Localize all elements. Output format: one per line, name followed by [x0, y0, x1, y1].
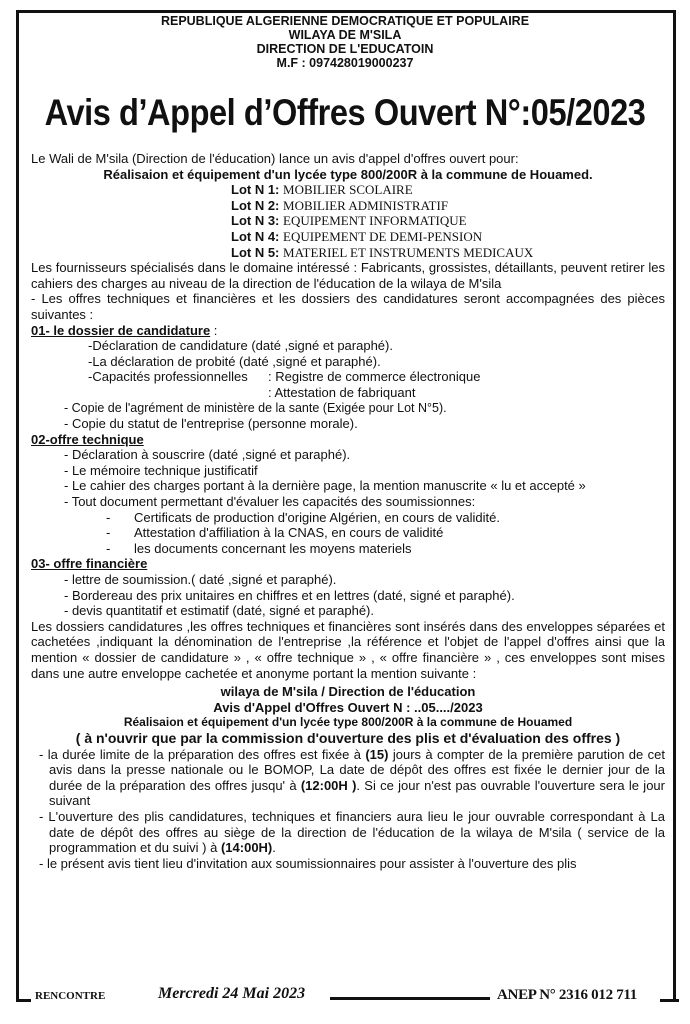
list-item: - Copie de l'agrément de ministère de la sante (Exigée pour Lot N°5).	[64, 400, 447, 415]
section-technique	[31, 432, 665, 448]
suppliers-paragraph: Les fournisseurs spécialisés dans le domaine intéressé : Fabricants, grossistes, détaillants, peuvent retirer les cahiers des charges au niveau de la direction de l'éducation de la wilaya de M'sila	[31, 260, 665, 291]
border-bottom-left	[16, 999, 31, 1002]
list-item: : Attestation de fabriquant	[268, 384, 416, 400]
border-bottom-right	[660, 999, 679, 1002]
direction-line: DIRECTION DE L'EDUCATOIN	[256, 42, 434, 56]
section-financiere	[31, 556, 665, 572]
sub-list-item: - les documents concernant les moyens materiels	[106, 540, 412, 556]
publication-date: Mercredi 24 Mai 2023	[158, 985, 306, 1002]
envelope-line: ( à n'ouvrir que par la commission d'ouverture des plis et d'évaluation des offres )	[75, 729, 621, 746]
footer-rule	[330, 997, 490, 1000]
condition-item: - L'ouverture des plis candidatures, techniques et financiers aura lieu le jour ouvrable correspondant à La date de dépôt des offres au siège de la direction de l'éducation de la wilaya de M'sila ( service de la programmation et du suivi ) à (14:00H).	[39, 808, 665, 856]
conditions-list	[31, 747, 665, 872]
condition-item: - le présent avis tient lieu d'invitation aux soumissionnaires pour assister à l'ouverture des plis	[39, 855, 577, 871]
list-item: - Déclaration à souscrire (daté ,signé et paraphé).	[64, 447, 351, 463]
list-item: -Capacités professionnelles : Registre de commerce électronique	[88, 369, 481, 385]
list-item: - Bordereau des prix unitaires en chiffres et en lettres (daté, signé et paraphé).	[64, 587, 515, 603]
anep-number: ANEP N° 2316 012 711	[497, 987, 638, 1003]
lot-item: Lot N 3: EQUIPEMENT INFORMATIQUE	[231, 213, 467, 229]
list-item: - Copie du statut de l'entreprise (personne morale).	[64, 416, 358, 432]
list-item: - lettre de soumission.( daté ,signé et paraphé).	[64, 572, 337, 588]
sub-list-item: - Attestation d'affiliation à la CNAS, en cours de validité	[106, 525, 444, 541]
lot-list	[31, 182, 665, 260]
documents-paragraph: - Les offres techniques et financières et les dossiers des candidatures seront accompagnées des pièces suivantes :	[31, 291, 665, 322]
notice-body	[31, 151, 665, 871]
envelope-line: wilaya de M'sila / Direction de l'éducation	[220, 684, 476, 700]
section-heading: 02-offre technique	[31, 431, 144, 447]
official-header	[0, 14, 690, 70]
republic-line: REPUBLIQUE ALGERIENNE DEMOCRATIQUE ET POPULAIRE	[160, 14, 530, 28]
list-item: -La déclaration de probité (daté ,signé et paraphé).	[88, 353, 381, 369]
list-item: -Déclaration de candidature (daté ,signé et paraphé).	[88, 338, 393, 354]
envelopes-paragraph: Les dossiers candidatures ,les offres techniques et financières sont insérés dans des enveloppes séparées et cachetées ,indiquant la dénomination de l'entreprise ,la référence et l'objet de l'appel d'offres ainsi que la mention « dossier de candidature » , « offre technique » , « offre financière » , ces enveloppes sont mises dans une autre enveloppe cachetée et anonyme portant la mention suivante :	[31, 618, 665, 681]
notice-title: Avis d’Appel d’Offres Ouvert N°:05/2023	[44, 92, 646, 133]
fiscal-id-line: M.F : 097428019000237	[276, 56, 414, 70]
lot-item: Lot N 2: MOBILIER ADMINISTRATIF	[231, 197, 449, 213]
envelope-mention	[31, 684, 665, 746]
wilaya-line: WILAYA DE M'SILA	[288, 28, 402, 42]
section-heading: 01- le dossier de candidature	[31, 322, 211, 338]
section-candidature: 01- le dossier de candidature :	[31, 322, 218, 338]
project-object: Réalisaion et équipement d'un lycée type 800/200R à la commune de Houamed.	[103, 166, 593, 182]
newspaper-logo: RENCONTRE	[35, 990, 106, 1002]
list-item: - Le mémoire technique justificatif	[64, 462, 258, 478]
condition-item: - la durée limite de la préparation des offres est fixée à (15) jours à compter de la première parution de cet avis dans la presse nationale ou le BOMOP, La date de dépôt des offres est fixée le dernier jour de la durée de la préparation des offres jusqu' à (12:00H ). Si ce jour n'est pas ouvrable l'ouverture sera le jour suivant	[39, 746, 666, 809]
lot-item: Lot N 4: EQUIPEMENT DE DEMI-PENSION	[231, 228, 483, 244]
lot-item: Lot N 1: MOBILIER SCOLAIRE	[231, 182, 413, 198]
lot-item: Lot N 5: MATERIEL ET INSTRUMENTS MEDICAUX	[231, 244, 534, 260]
list-item: - devis quantitatif et estimatif (daté, signé et paraphé).	[64, 603, 375, 619]
sub-list-item: - Certificats de production d'origine Algérien, en cours de validité.	[106, 509, 500, 525]
list-item: - Tout document permettant d'évaluer les capacités des soumissionnes:	[64, 494, 476, 510]
list-item: - Le cahier des charges portant à la dernière page, la mention manuscrite « lu et accepté »	[64, 478, 586, 494]
intro-line: Le Wali de M'sila (Direction de l'éducation) lance un avis d'appel d'offres ouvert pour:	[31, 151, 519, 166]
envelope-line: Avis d'Appel d'Offres Ouvert N : ..05..../2023	[213, 699, 483, 715]
section-heading: 03- offre financière	[31, 556, 148, 572]
envelope-line: Réalisaion et équipement d'un lycée type 800/200R à la commune de Houamed	[123, 715, 573, 730]
